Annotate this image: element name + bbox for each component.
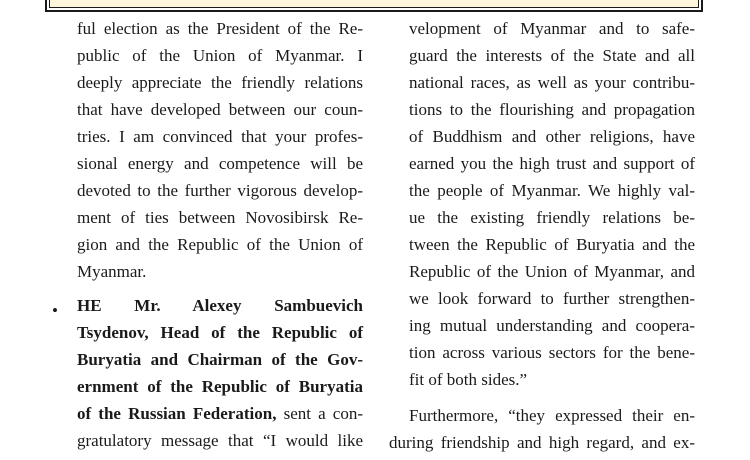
- text-line: national races, as well as your contribu-: [409, 73, 695, 92]
- text-line: the people of Myanmar. We highly val-: [409, 181, 695, 200]
- left-paragraph-1: [77, 15, 363, 285]
- text-line: tries. I am convinced that your profes-: [77, 127, 363, 146]
- text-line: guard the interests of the State and all: [409, 46, 695, 65]
- text-line: deeply appreciate the friendly relations: [77, 73, 363, 92]
- text-line: that have developed between our coun-: [77, 100, 363, 119]
- bold-line: HE Mr. Alexey Sambuevich: [77, 296, 363, 315]
- text-line: [77, 400, 363, 427]
- text-line: sional energy and competence will be: [77, 154, 363, 173]
- left-column: [77, 15, 363, 454]
- text-line: ue the existing friendly relations be-: [409, 208, 695, 227]
- right-paragraph-1: [409, 15, 695, 393]
- text-line: fit of both sides.”: [409, 370, 528, 389]
- text-line: ment of ties between Novosibirsk Re-: [77, 208, 363, 227]
- text-line: Myanmar.: [77, 262, 147, 281]
- text-line: Republic of the Union of Myanmar, and: [409, 262, 695, 281]
- right-paragraph-2: [389, 402, 695, 456]
- bold-line: Tsydenov, Head of the Republic of: [77, 323, 363, 342]
- text-line: tion across various sectors for the bene-: [409, 343, 695, 362]
- text-line: during friendship and high regard, and ex-: [389, 433, 695, 452]
- text-line: public of the Union of Myanmar. I: [77, 46, 363, 65]
- bold-line: Buryatia and Chairman of the Gov-: [77, 350, 363, 369]
- text-line: tions to the flourishing and propagation: [409, 100, 695, 119]
- bold-line: ernment of the Republic of Buryatia: [77, 377, 363, 396]
- text-line: devoted to the further vigorous develop-: [77, 181, 363, 200]
- text-line: velopment of Myanmar and to safe-: [409, 19, 695, 38]
- text-line: earned you the high trust and support of: [409, 154, 695, 173]
- right-column: [409, 15, 695, 393]
- header-box: [45, 0, 703, 12]
- text-span: sent a con-: [276, 404, 364, 423]
- text-line: tween the Republic of Buryatia and the: [409, 235, 695, 254]
- text-line: of Buddhism and other religions, have: [409, 127, 695, 146]
- text-line: gion and the Republic of the Union of: [77, 235, 363, 254]
- bold-span: of the Russian Federation,: [77, 404, 277, 423]
- text-line: ful election as the President of the Re-: [77, 19, 363, 38]
- text-line: we look forward to further strengthen-: [409, 289, 695, 308]
- bullet-marker: •: [52, 301, 58, 320]
- left-bullet-item: [77, 292, 363, 454]
- text-line: ing mutual understanding and coopera-: [409, 316, 695, 335]
- text-line: gratulatory message that “I would like: [77, 431, 363, 450]
- text-line: Furthermore, “they expressed their en-: [409, 406, 695, 425]
